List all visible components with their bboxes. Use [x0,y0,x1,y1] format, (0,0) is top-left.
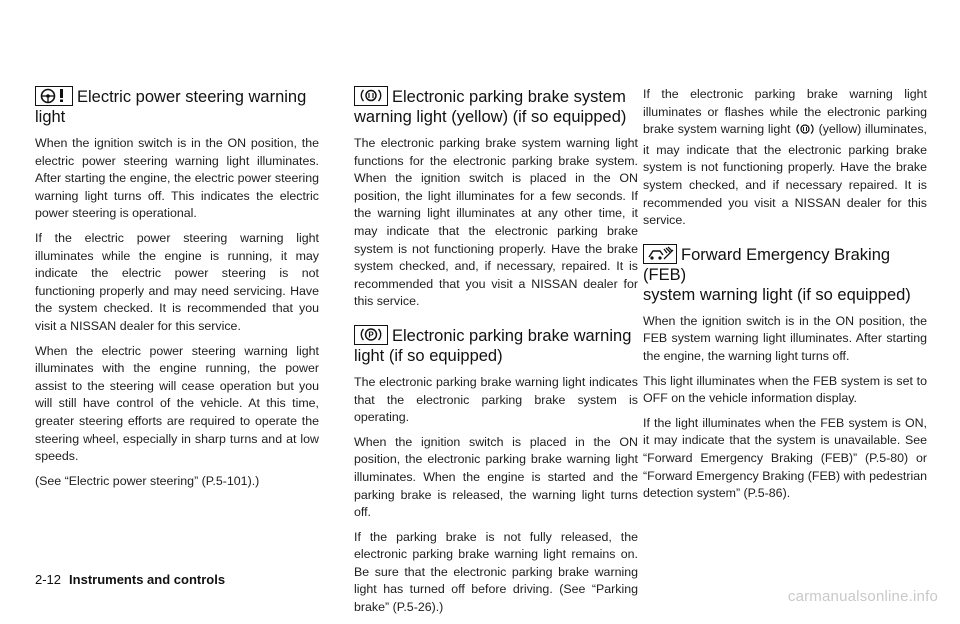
heading-line2: light [35,108,66,126]
column-parking-brake [354,86,638,624]
heading-line1: Electronic parking brake system [392,88,626,106]
paragraph: If the electric power steering warning light illuminates while the engine is running, it may indicate the electric power steering is not functioning properly and may need servicing. Have the system checked. It is recommended that you visit a NISSAN dealer for this service. [35,230,319,333]
parking-brake-system-icon [795,122,815,142]
column-electric-power-steering [35,86,319,497]
paragraph: When the ignition switch is placed in the ON position, the electronic parking brake warning light illuminates. When the engine is started and the parking brake is released, the warning light turns off. [354,434,638,520]
intro-text-part2: (yellow) illuminates, it may indicate that the electronic parking brake system is not functioning properly. Have the brake system checked, and if necessary repaired. It is recommended you visit a NISSAN dealer for this service. [643,122,927,228]
paragraph: If the parking brake is not fully released, the electronic parking brake warning light remains on. Be sure that the electronic parking brake warning light has turned off before driving. (See “Parking brake” (P.5-26).) [354,529,638,615]
page-footer [35,572,225,587]
heading-feb-warning [643,244,927,305]
paragraph: When the ignition switch is in the ON position, the electric power steering warning light illuminates. After starting the engine, the electric power steering warning light turns off. This indicates the electric power steering is operational. [35,136,319,221]
paragraph-intro [643,86,927,230]
section-title: Instruments and controls [69,572,226,587]
paragraph: The electronic parking brake system warning light functions for the electronic parking brake system. When the ignition switch is placed in the ON position, the light illuminates for a few seconds. If the warning light illuminates at any other time, it may indicate that the electronic parking brake system is not functioning properly. Have the brake system checked, and, if necessary, repaired. It is recommended that you visit a NISSAN dealer for this service. [354,136,638,309]
heading-epb-warning [354,325,638,366]
heading-line1: Forward Emergency Braking (FEB) [643,245,891,284]
intro-text-part1: If the electronic parking brake warning light illuminates or flashes while the electronic parking brake system warning light [643,87,927,137]
paragraph: (See “Electric power steering” (P.5-101).) [35,473,260,488]
paragraph: This light illuminates when the FEB system is set to OFF on the vehicle information display. [643,373,927,406]
page-number: 2-12 [35,572,62,587]
paragraph: If the light illuminates when the FEB system is ON, it may indicate that the system is unavailable. See “Forward Emergency Braking (FEB)” (P.5-80) or “Forward Emergency Braking (FEB) with pedestrian detection system” (P.5-86). [643,415,927,501]
watermark: carmanualsonline.info [787,588,938,605]
svg-text:P: P [368,330,374,340]
heading-line2: light (if so equipped) [354,346,503,365]
heading-line2: system warning light (if so equipped) [643,285,911,304]
paragraph: The electronic parking brake warning light indicates that the electronic parking brake system is operating. [354,374,638,425]
heading-eps-warning [35,86,319,127]
forward-collision-car-icon [643,244,677,264]
heading-line1: Electronic parking brake warning [392,326,632,345]
parking-brake-system-icon [354,86,388,106]
column-feb [643,86,927,510]
parking-brake-p-icon [354,325,388,345]
heading-line1: Electric power steering warning [77,88,307,106]
paragraph: When the ignition switch is in the ON position, the FEB system warning light illuminates. After starting the engine, the warning light turns off. [643,313,927,363]
heading-line2: warning light (yellow) (if so equipped) [354,108,627,126]
steering-wheel-exclamation-icon [35,86,73,106]
heading-epb-system-warning [354,86,638,127]
paragraph: When the electric power steering warning light illuminates with the engine running, the power assist to the steering will cease operation but you will still have control of the vehicle. At this time, greater steering efforts are required to operate the steering wheel, especially in sharp turns and at low speeds. [35,343,319,464]
